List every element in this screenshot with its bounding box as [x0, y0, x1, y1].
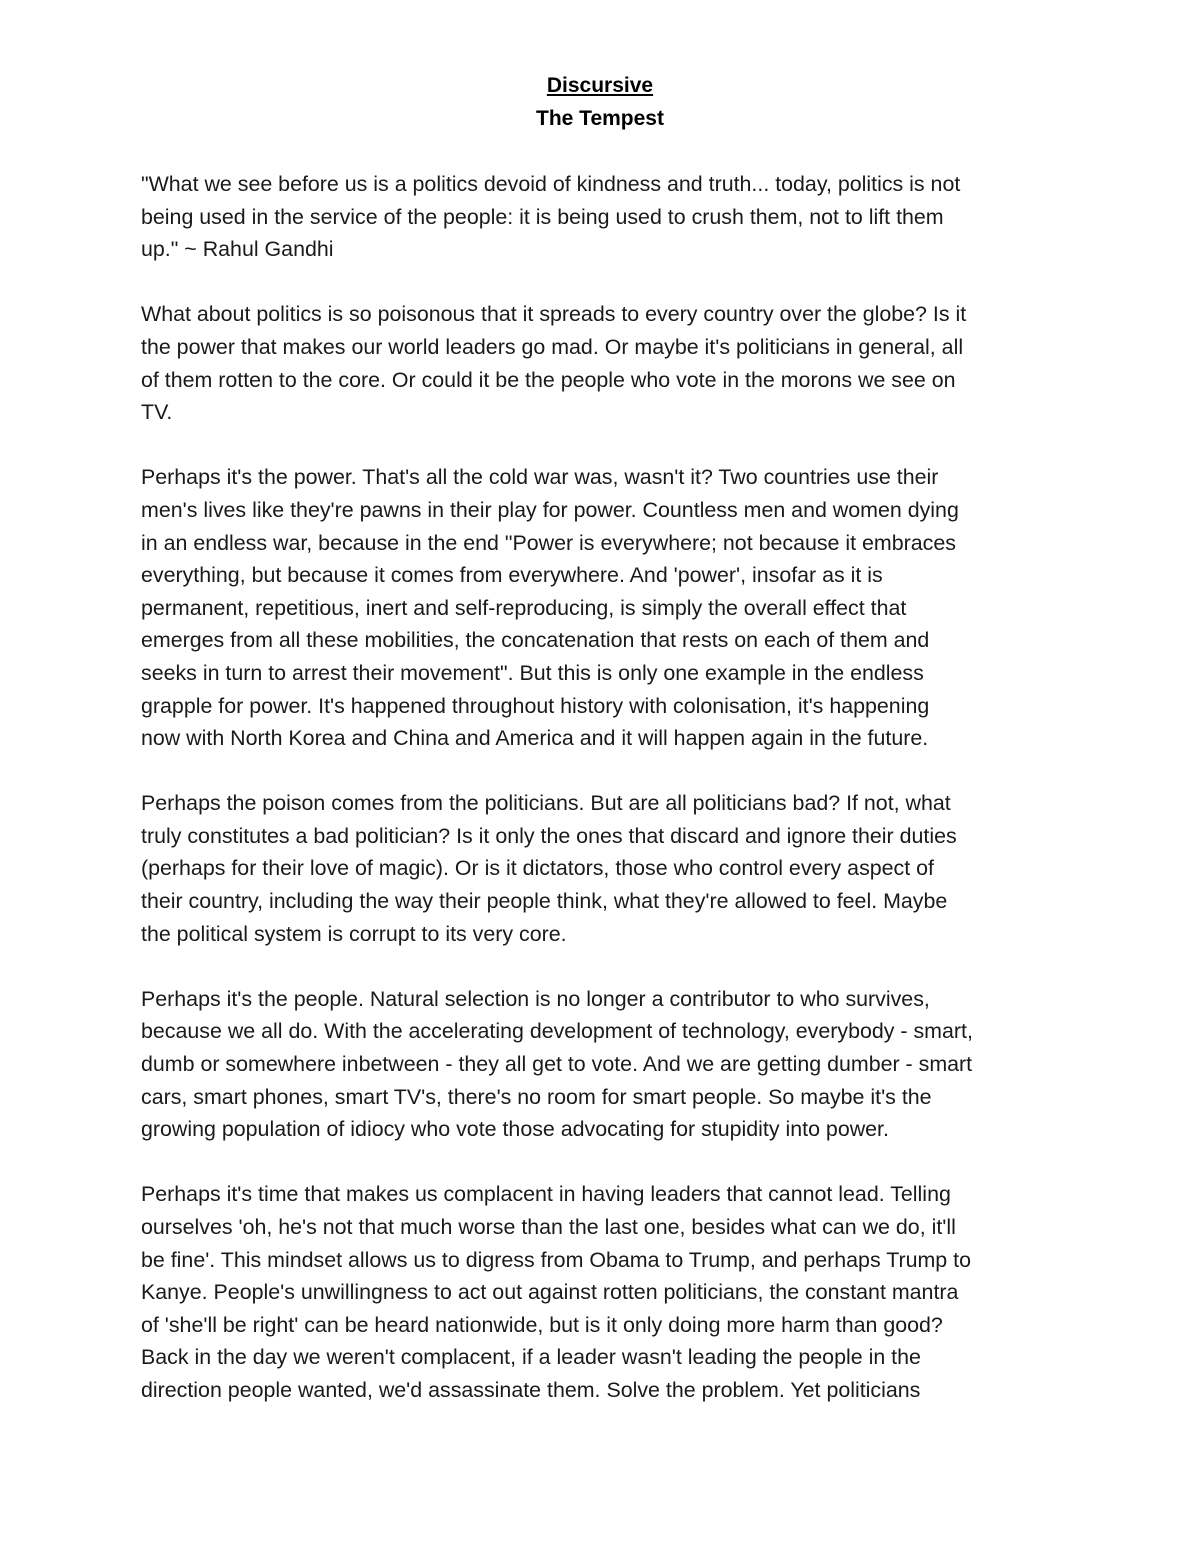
paragraph-line: dumb or somewhere inbetween - they all get to vote. And we are getting dumber - smart	[141, 1052, 973, 1077]
paragraph-line: be fine'. This mindset allows us to digress from Obama to Trump, and perhaps Trump to	[141, 1247, 971, 1272]
paragraph-line: Kanye. People's unwillingness to act out against rotten politicians, the constant mantra	[141, 1280, 959, 1305]
paragraph-line: truly constitutes a bad politician? Is it only the ones that discard and ignore their duties	[141, 823, 957, 848]
paragraph-line: "What we see before us is a politics devoid of kindness and truth... today, politics is not	[141, 172, 961, 196]
paragraph-line: permanent, repetitious, inert and self-reproducing, is simply the overall effect that	[141, 595, 907, 620]
paragraph-line: the political system is corrupt to its very core.	[141, 921, 567, 946]
paragraph	[141, 983, 1071, 1146]
paragraph-line: because we all do. With the accelerating development of technology, everybody - smart,	[141, 1019, 973, 1044]
paragraph-line: growing population of idiocy who vote those advocating for stupidity into power.	[141, 1117, 889, 1142]
paragraph	[141, 461, 1071, 754]
paragraph-line: ourselves 'oh, he's not that much worse than the last one, besides what can we do, it'll	[141, 1215, 956, 1239]
paragraph-line: Perhaps it's the people. Natural selection is no longer a contributor to who survives,	[141, 986, 930, 1011]
paragraph-line: seeks in turn to arrest their movement". But this is only one example in the endless	[141, 660, 924, 685]
paragraph-line: being used in the service of the people: it is being used to crush them, not to lift them	[141, 204, 944, 229]
paragraph	[141, 168, 1071, 266]
paragraph	[141, 298, 1071, 428]
paragraph	[141, 1178, 1071, 1406]
paragraph-line: Perhaps it's the power. That's all the cold war was, wasn't it? Two countries use their	[141, 465, 939, 490]
document-subtitle: The Tempest	[536, 107, 664, 130]
paragraph-line: Perhaps it's time that makes us complacent in having leaders that cannot lead. Telling	[141, 1182, 951, 1207]
paragraph-line: TV.	[141, 400, 173, 425]
paragraph-line: everything, but because it comes from everywhere. And 'power', insofar as it is	[141, 563, 883, 588]
document-title	[0, 73, 1200, 99]
paragraph-line: Perhaps the poison comes from the politicians. But are all politicians bad? If not, what	[141, 791, 951, 816]
document-body	[141, 168, 1071, 1439]
paragraph-line: their country, including the way their people think, what they're allowed to feel. Maybe	[141, 889, 948, 914]
paragraph-line: emerges from all these mobilities, the concatenation that rests on each of them and	[141, 628, 930, 653]
paragraph-line: men's lives like they're pawns in their play for power. Countless men and women dying	[141, 497, 959, 522]
paragraph-line: up." ~ Rahul Gandhi	[141, 237, 334, 262]
paragraph-line: (perhaps for their love of magic). Or is it dictators, those who control every aspect of	[141, 856, 934, 881]
paragraph-line: of 'she'll be right' can be heard nationwide, but is it only doing more harm than good?	[141, 1312, 943, 1337]
paragraph-line: Back in the day we weren't complacent, if a leader wasn't leading the people in the	[141, 1345, 921, 1370]
paragraph-line: the power that makes our world leaders go mad. Or maybe it's politicians in general, all	[141, 334, 964, 359]
paragraph-line: in an endless war, because in the end "Power is everywhere; not because it embraces	[141, 530, 956, 555]
paragraph-line: of them rotten to the core. Or could it be the people who vote in the morons we see on	[141, 367, 956, 392]
paragraph-line: now with North Korea and China and America and it will happen again in the future.	[141, 726, 929, 751]
paragraph-line: direction people wanted, we'd assassinate them. Solve the problem. Yet politicians	[141, 1377, 921, 1402]
paragraph-line: cars, smart phones, smart TV's, there's no room for smart people. So maybe it's the	[141, 1084, 932, 1109]
paragraph-line: grapple for power. It's happened throughout history with colonisation, it's happening	[141, 693, 930, 718]
paragraph-line: What about politics is so poisonous that it spreads to every country over the globe? Is it	[141, 302, 967, 327]
document-title-text: Discursive	[546, 74, 654, 97]
paragraph	[141, 787, 1071, 950]
